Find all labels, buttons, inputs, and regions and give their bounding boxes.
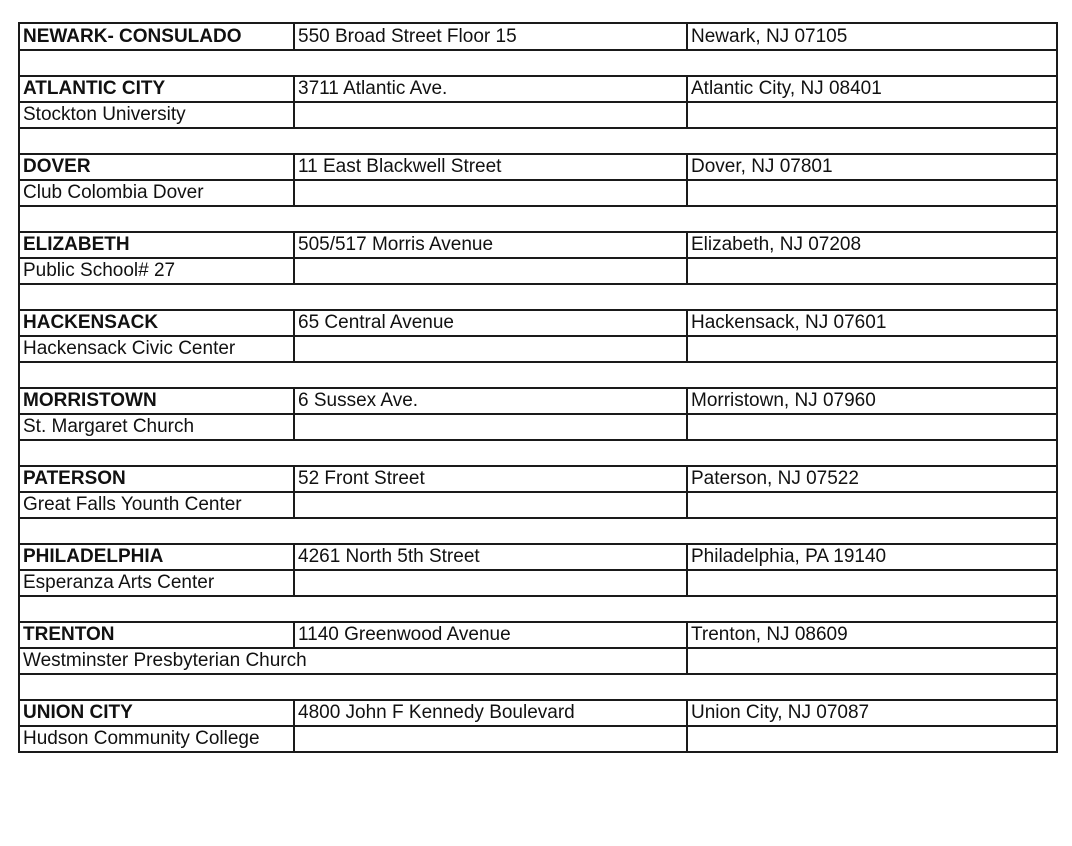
venue-name: Public School# 27 [19,258,294,284]
street-address: 11 East Blackwell Street [294,154,687,180]
city-state-zip: Union City, NJ 07087 [687,700,1057,726]
spacer-cell [19,362,1057,388]
empty-cell [687,648,1057,674]
empty-cell [687,492,1057,518]
city-name: DOVER [19,154,294,180]
spacer-row [19,50,1057,76]
city-state-zip: Trenton, NJ 08609 [687,622,1057,648]
city-state-zip: Paterson, NJ 07522 [687,466,1057,492]
city-name: ELIZABETH [19,232,294,258]
venue-name: Stockton University [19,102,294,128]
location-row-elizabeth [19,232,1057,258]
spacer-row [19,440,1057,466]
spacer-row [19,128,1057,154]
location-row-philadelphia [19,544,1057,570]
city-name: NEWARK- CONSULADO [19,23,294,50]
venue-name: Esperanza Arts Center [19,570,294,596]
city-state-zip: Dover, NJ 07801 [687,154,1057,180]
location-row-dover [19,154,1057,180]
venue-row-paterson [19,492,1057,518]
venue-name: Hackensack Civic Center [19,336,294,362]
spacer-cell [19,674,1057,700]
venue-row-dover [19,180,1057,206]
venue-name: Westminster Presbyterian Church [19,648,687,674]
street-address: 3711 Atlantic Ave. [294,76,687,102]
empty-cell [294,570,687,596]
location-row-union-city [19,700,1057,726]
spacer-cell [19,128,1057,154]
street-address: 52 Front Street [294,466,687,492]
venue-name: Hudson Community College [19,726,294,752]
empty-cell [294,414,687,440]
spacer-cell [19,596,1057,622]
venue-row-hackensack [19,336,1057,362]
spacer-row [19,362,1057,388]
venue-row-atlantic-city [19,102,1057,128]
empty-cell [294,180,687,206]
empty-cell [294,258,687,284]
empty-cell [687,726,1057,752]
street-address: 6 Sussex Ave. [294,388,687,414]
venue-row-elizabeth [19,258,1057,284]
city-name: PATERSON [19,466,294,492]
spacer-row [19,284,1057,310]
venue-row-morristown [19,414,1057,440]
spacer-cell [19,440,1057,466]
empty-cell [687,180,1057,206]
location-row-hackensack [19,310,1057,336]
spacer-cell [19,284,1057,310]
venue-name: Club Colombia Dover [19,180,294,206]
venue-name: St. Margaret Church [19,414,294,440]
empty-cell [294,336,687,362]
empty-cell [687,258,1057,284]
spacer-cell [19,50,1057,76]
city-name: ATLANTIC CITY [19,76,294,102]
city-name: MORRISTOWN [19,388,294,414]
empty-cell [687,414,1057,440]
street-address: 1140 Greenwood Avenue [294,622,687,648]
city-state-zip: Atlantic City, NJ 08401 [687,76,1057,102]
city-name: PHILADELPHIA [19,544,294,570]
venue-name: Great Falls Younth Center [19,492,294,518]
city-state-zip: Hackensack, NJ 07601 [687,310,1057,336]
spacer-row [19,206,1057,232]
city-state-zip: Newark, NJ 07105 [687,23,1057,50]
empty-cell [687,570,1057,596]
locations-table-wrapper [18,22,1056,753]
empty-cell [687,102,1057,128]
street-address: 65 Central Avenue [294,310,687,336]
street-address: 550 Broad Street Floor 15 [294,23,687,50]
city-name: UNION CITY [19,700,294,726]
spacer-cell [19,518,1057,544]
empty-cell [687,336,1057,362]
empty-cell [294,492,687,518]
city-state-zip: Philadelphia, PA 19140 [687,544,1057,570]
venue-row-union-city [19,726,1057,752]
location-row-morristown [19,388,1057,414]
spacer-cell [19,206,1057,232]
location-row-newark [19,23,1057,50]
street-address: 4800 John F Kennedy Boulevard [294,700,687,726]
locations-table [18,22,1058,753]
city-name: HACKENSACK [19,310,294,336]
street-address: 4261 North 5th Street [294,544,687,570]
spacer-row [19,674,1057,700]
empty-cell [294,102,687,128]
venue-row-philadelphia [19,570,1057,596]
city-state-zip: Morristown, NJ 07960 [687,388,1057,414]
city-name: TRENTON [19,622,294,648]
empty-cell [294,726,687,752]
location-row-trenton [19,622,1057,648]
location-row-atlantic-city [19,76,1057,102]
spacer-row [19,518,1057,544]
venue-row-trenton [19,648,1057,674]
spacer-row [19,596,1057,622]
location-row-paterson [19,466,1057,492]
city-state-zip: Elizabeth, NJ 07208 [687,232,1057,258]
street-address: 505/517 Morris Avenue [294,232,687,258]
